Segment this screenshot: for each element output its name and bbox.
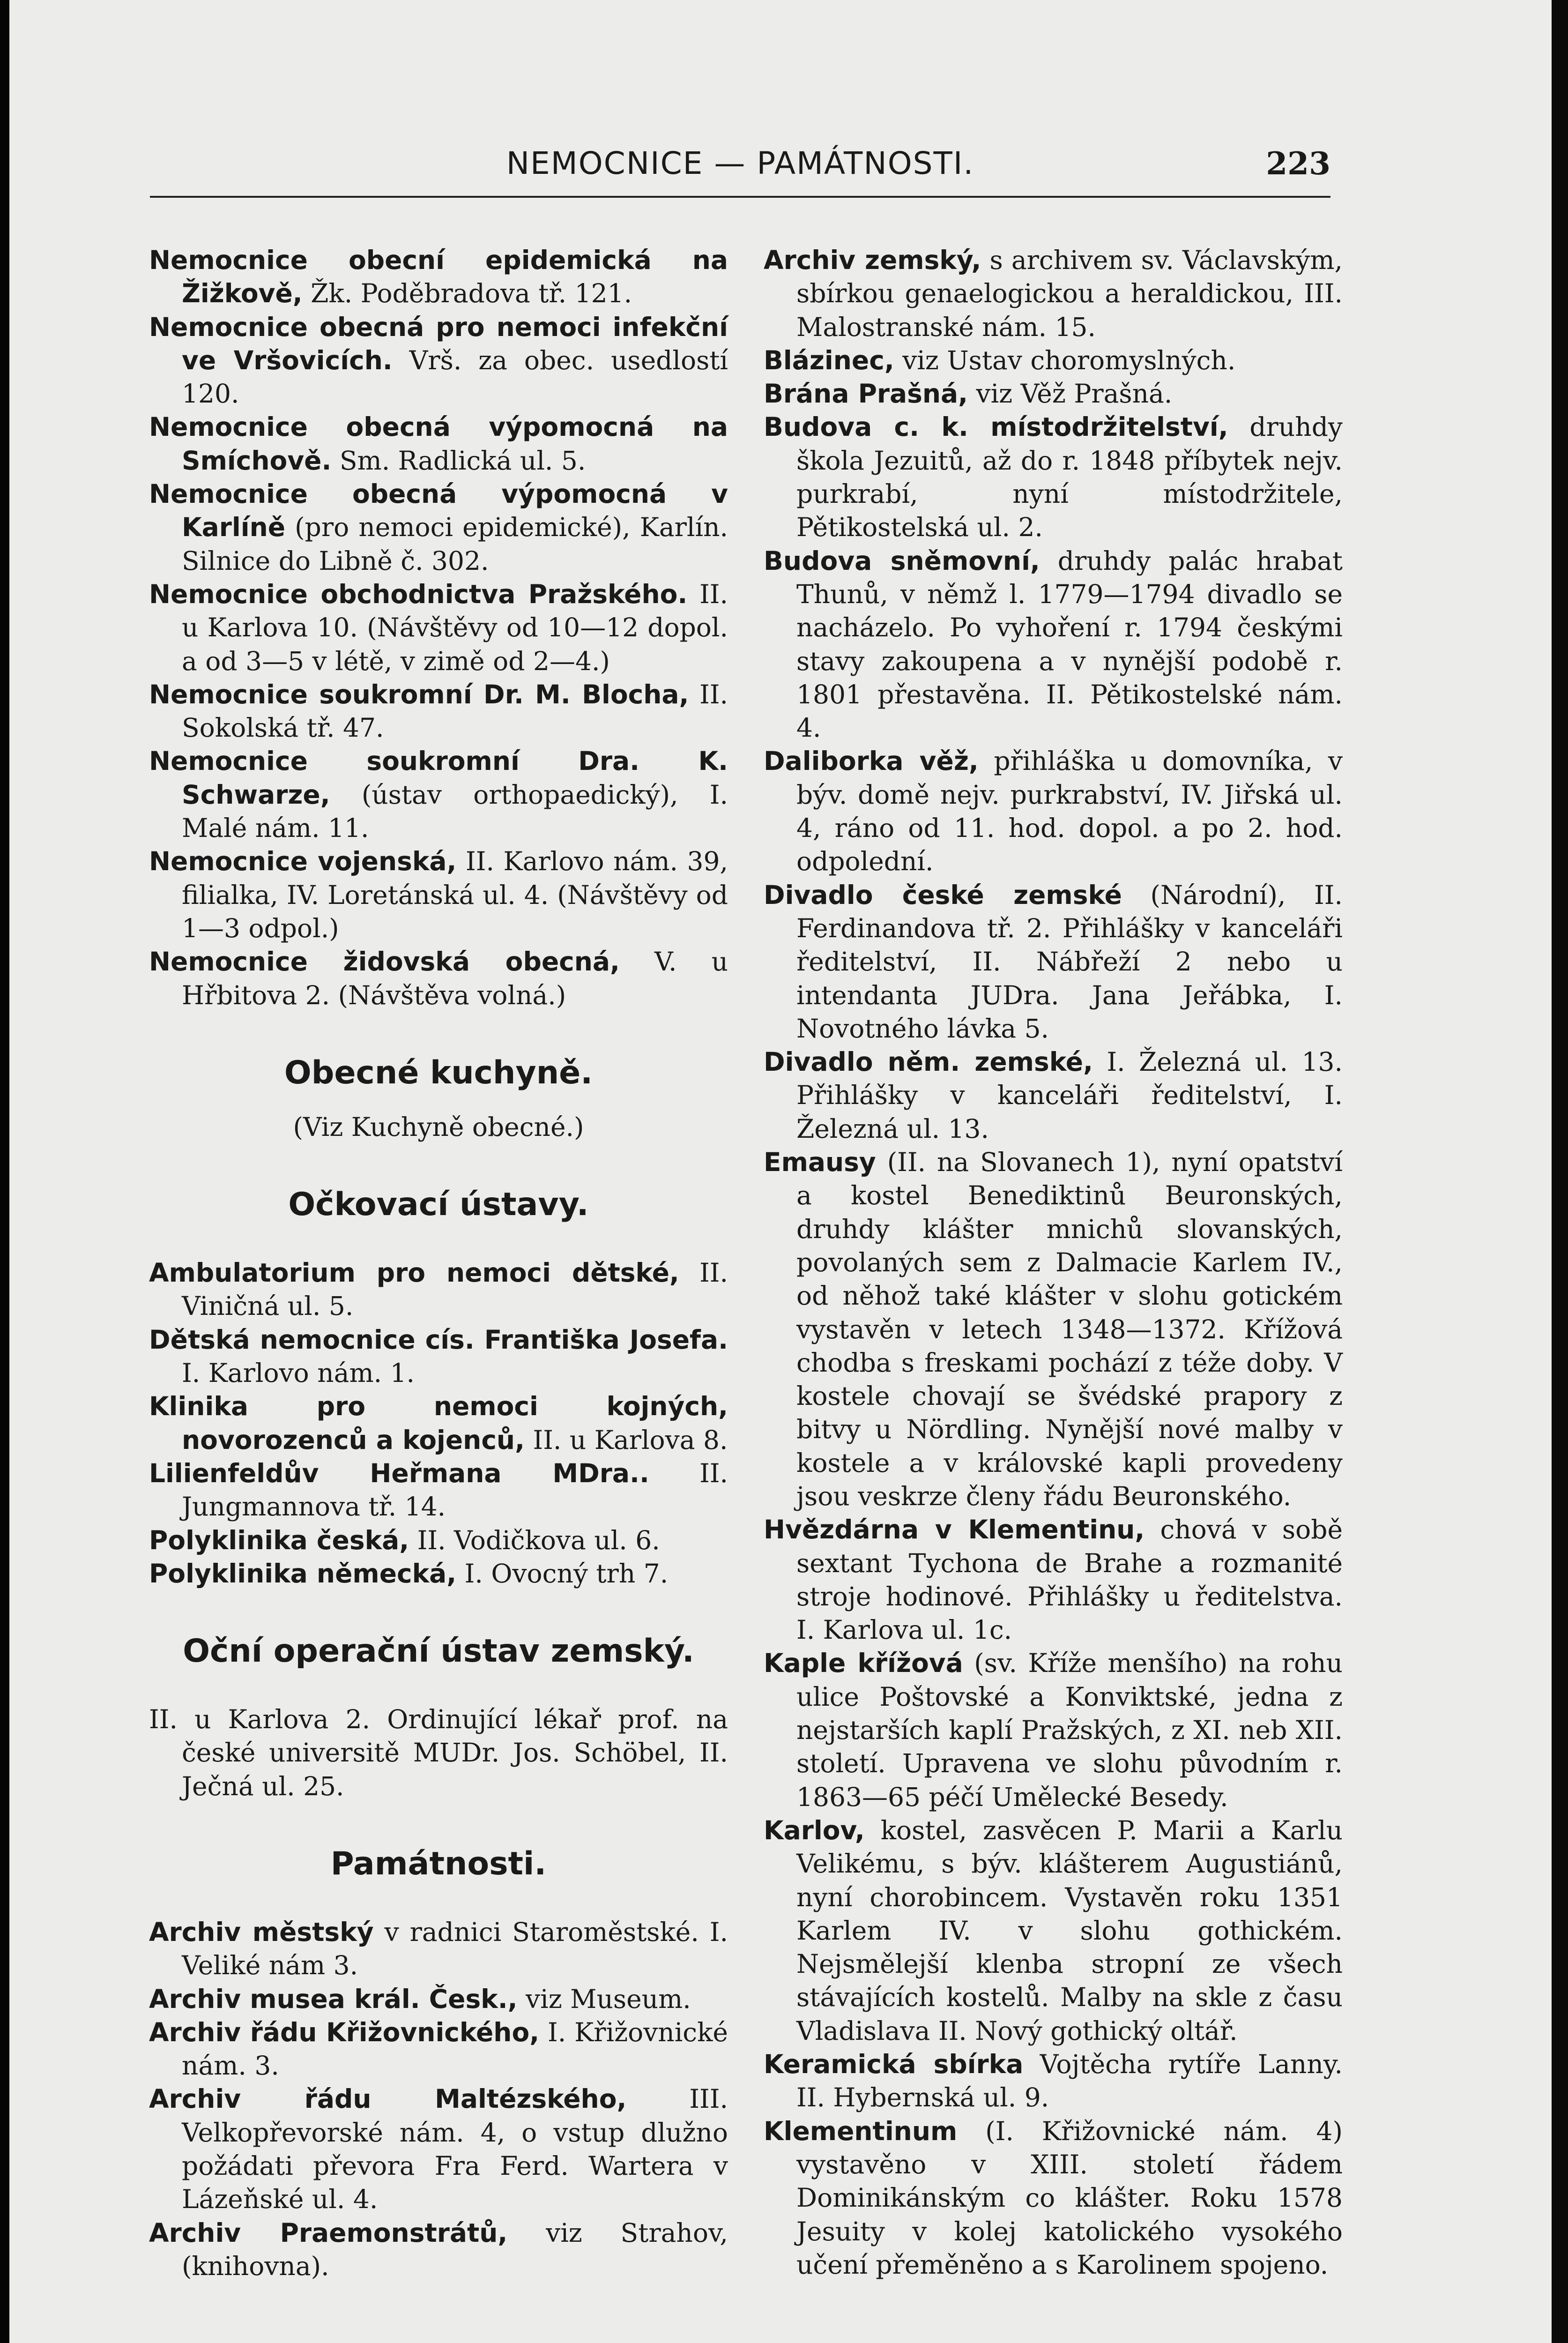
running-title: NEMOCNICE — PAMÁTNOSTI. <box>506 145 974 181</box>
list-item: Emausy (II. na Slovanech 1), nyní opatství a kostel Benediktinů Beuronských, druhdy klášter mnichů slovanských, povolaných sem z Dalmacie Karlem IV., od něhož také klášter v slohu gotickém vystavěn v letech 1348—1372. Křížová chodba s freskami pochází z téže doby. V kostele chovají se švédské prapory z bitvy u Nördling. Nynější nové malby v kostele a v královské kapli provedeny jsou veskrze členy řádu Beuronského. <box>764 1147 1343 1511</box>
monuments-list <box>149 1916 728 2283</box>
list-item: Nemocnice židovská obecná, V. u Hřbitova 2. (Návštěva volná.) <box>149 947 728 1010</box>
list-item: Ambulatorium pro nemoci dětské, II. Viničná ul. 5. <box>149 1258 728 1321</box>
list-item: Divadlo něm. zemské, I. Železná ul. 13. Přihlášky v kanceláři ředitelství, I. Železná ul. 13. <box>764 1047 1343 1144</box>
list-item: Archiv zemský, s archivem sv. Václavským, sbírkou genaelogickou a heraldickou, III. Malostranské nám. 15. <box>764 245 1343 342</box>
hospital-list <box>149 244 728 1012</box>
list-item: Nemocnice obecná výpomocná v Karlíně (pro nemoci epidemické), Karlín. Silnice do Libně č. 302. <box>149 479 728 576</box>
header-rule <box>150 196 1330 198</box>
page-number: 223 <box>1266 145 1330 182</box>
vaccination-list <box>149 1256 728 1590</box>
list-item: Nemocnice obecná výpomocná na Smíchově. Sm. Radlická ul. 5. <box>149 412 728 476</box>
list-item: Blázinec, viz Ustav choromyslných. <box>764 345 1236 375</box>
list-item: Nemocnice vojenská, II. Karlovo nám. 39, filialka, IV. Loretánská ul. 4. (Návštěvy od 1—3 odpol.) <box>149 846 728 943</box>
scan-edge-right <box>1552 0 1568 2343</box>
list-item: Brána Prašná, viz Věž Prašná. <box>764 379 1173 409</box>
list-item: Klinika pro nemoci kojných, novorozenců a kojenců, II. u Karlova 8. <box>149 1391 728 1455</box>
list-item: Polyklinika německá, I. Ovocný trh 7. <box>149 1558 669 1589</box>
list-item: Nemocnice obecní epidemická na Žižkově, Žk. Poděbradova tř. 121. <box>149 245 728 309</box>
list-item: Daliborka věž, přihláška u domovníka, v býv. domě nejv. purkrabství, IV. Jiřská ul. 4, ráno od 11. hod. dopol. a po 2. hod. odpolední. <box>764 746 1343 877</box>
list-item: Archiv městský v radnici Staroměstské. I. Veliké nám 3. <box>149 1917 728 1981</box>
left-column <box>149 244 728 2306</box>
list-item: Dětská nemocnice cís. Františka Josefa. I. Karlovo nám. 1. <box>149 1324 728 1388</box>
list-item: Karlov, kostel, zasvěcen P. Marii a Karlu Velikému, s býv. klášterem Augustiánů, nyní chorobincem. Vystavěn roku 1351 Karlem IV. v slohu gothickém. Nejsmělejší klenba stropní ze všech stávajících kostelů. Malby na skle z času Vladislava II. Nový gothický oltář. <box>764 1815 1343 2046</box>
list-item: Budova c. k. místodržitelství, druhdy škola Jezuitů, až do r. 1848 příbytek nejv. purkrabí, nyní místodržitele, Pětikostelská ul. 2. <box>764 412 1343 543</box>
list-item: Nemocnice obecná pro nemoci infekční ve Vršovicích. Vrš. za obec. usedlostí 120. <box>149 312 728 409</box>
list-item: Klementinum (I. Křižovnické nám. 4) vystavěno v XIII. století řádem Dominikánským co klášter. Roku 1578 Jesuity v kolej katolického vysokého učení přeměněno a s Karolinem spojeno. <box>764 2116 1343 2280</box>
section-title-monuments: Památnosti. <box>330 1845 547 1882</box>
list-item: Lilienfeldův Heřmana MDra.. II. Jungmannova tř. 14. <box>149 1458 728 1522</box>
list-item: Archiv musea král. Česk., viz Museum. <box>149 1984 691 2014</box>
list-item: Kaple křížová (sv. Kříže menšího) na rohu ulice Poštovské a Konviktské, jedna z nejstarších kaplí Pražských, z XI. neb XII. století. Upravena ve slohu původním r. 1863—65 péčí Umělecké Besedy. <box>764 1648 1343 1812</box>
list-item: Keramická sbírka Vojtěcha rytíře Lanny. II. Hybernská ul. 9. <box>764 2049 1343 2113</box>
section-title-kitchens: Obecné kuchyně. <box>284 1054 593 1091</box>
list-item: Nemocnice soukromní Dr. M. Blocha, II. Sokolská tř. 47. <box>149 679 728 743</box>
list-item: Nemocnice obchodnictva Pražského. II. u Karlova 10. (Návštěvy od 10—12 dopol. a od 3—5 v létě, v zimě od 2—4.) <box>149 579 728 676</box>
list-item: Archiv Praemonstrátů, viz Strahov, (knihovna). <box>149 2217 728 2281</box>
list-item: Divadlo české zemské (Národní), II. Ferdinandova tř. 2. Přihlášky v kanceláři ředitelství, II. Nábřeží 2 nebo u intendanta JUDra. Jana Jeřábka, I. Novotného lávka 5. <box>764 880 1343 1044</box>
list-item: Budova sněmovní, druhdy palác hrabat Thunů, v němž l. 1779—1794 divadlo se nacházelo. Po vyhoření r. 1794 českými stavy zakoupena a v nynější podobě r. 1801 přestavěna. II. Pětikostelské nám. 4. <box>764 545 1343 743</box>
list-item: Polyklinika česká, II. Vodičkova ul. 6. <box>149 1525 660 1555</box>
section-title-eye-institute: Oční operační ústav zemský. <box>183 1633 694 1670</box>
eye-institute-text: II. u Karlova 2. Ordinující lékař prof. na české universitě MUDr. Jos. Schöbel, II. Ječná ul. 25. <box>149 1704 728 1801</box>
right-column <box>764 244 1343 2306</box>
scan-edge-left <box>0 0 9 2343</box>
kitchens-note: (Viz Kuchyně obecné.) <box>293 1112 584 1142</box>
book-page <box>9 0 1559 2343</box>
list-item: Hvězdárna v Klementinu, chová v sobě sextant Tychona de Brahe a rozmanité stroje hodinové. Přihlášky u ředitelstva. I. Karlova ul. 1c. <box>764 1515 1343 1645</box>
running-head <box>150 141 1330 187</box>
list-item: Archiv řádu Maltézského, III. Velkopřevorské nám. 4, o vstup dlužno požádati převora Fra Ferd. Wartera v Lázeňské ul. 4. <box>149 2084 728 2215</box>
list-item: Nemocnice soukromní Dra. K. Schwarze, (ústav orthopaedický), I. Malé nám. 11. <box>149 746 728 843</box>
section-title-vaccination: Očkovací ústavy. <box>288 1186 589 1224</box>
list-item: Archiv řádu Křižovnického, I. Křižovnické nám. 3. <box>149 2017 728 2081</box>
